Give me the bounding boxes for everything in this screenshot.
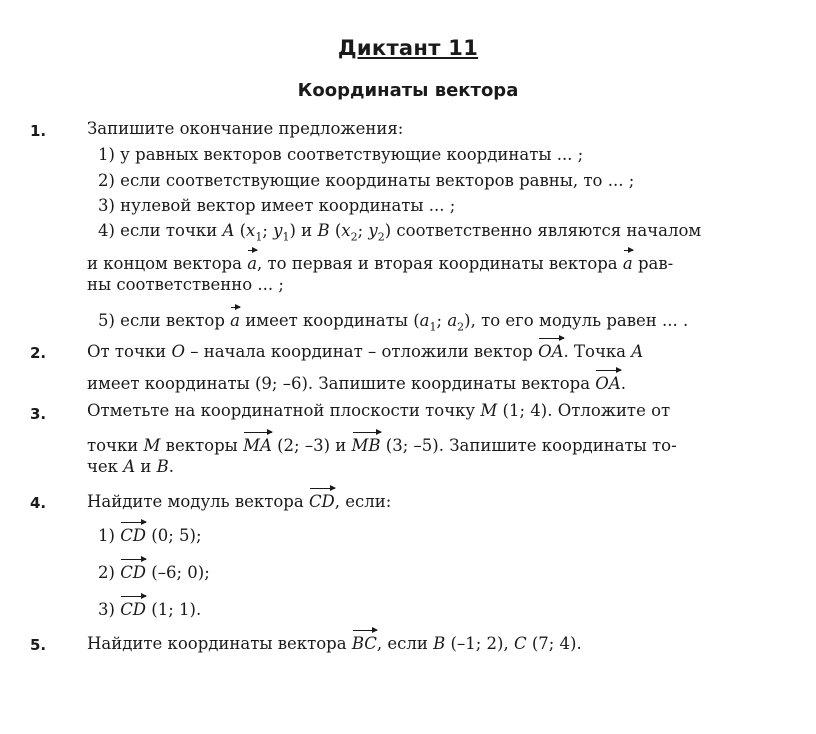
vector-oa: OA (538, 338, 563, 363)
task-1-item-3: 3) нулевой вектор имеет координаты ... ; (98, 196, 456, 215)
vector-a: a (623, 250, 633, 275)
vector-cd: CD (120, 596, 146, 621)
vector-a: a (230, 307, 240, 332)
task-1-item-4-line-3: ны соответственно ... ; (87, 275, 284, 294)
task-3-line-3: чек A и B. (87, 457, 175, 476)
task-1-item-4-line-1: 4) если точки A ($x_1$; $y_1$) и B ($x_2$; $y_2$) соответственно являются началом (98, 221, 702, 244)
task-5-line-1: Найдите координаты вектора BC, если B (–1; 2), C (7; 4). (87, 630, 582, 655)
vector-cd: CD (309, 488, 335, 513)
task-2-line-2: имеет координаты (9; –6). Запишите координаты вектора OA. (87, 370, 626, 395)
task-1-item-4-line-2: и концом вектора a, то первая и вторая координаты вектора a рав- (87, 250, 673, 275)
task-4-number: 4. (30, 494, 47, 512)
vector-bc: BC (352, 630, 377, 655)
task-1-number: 1. (30, 122, 47, 140)
task-2-number: 2. (30, 344, 47, 362)
task-1-item-1: 1) у равных векторов соответствующие координаты ... ; (98, 145, 584, 164)
task-4-item-2: 2) CD (–6; 0); (98, 559, 210, 584)
vector-mb: MB (352, 432, 381, 457)
task-1-intro: Запишите окончание предложения: (87, 119, 404, 138)
task-3-number: 3. (30, 405, 47, 423)
task-4-line-1: Найдите модуль вектора CD, если: (87, 488, 391, 513)
task-5-number: 5. (30, 636, 47, 654)
task-4-item-1: 1) CD (0; 5); (98, 522, 202, 547)
task-3-line-1: Отметьте на координатной плоскости точку M (1; 4). Отложите от (87, 401, 671, 420)
vector-cd: CD (120, 559, 146, 584)
vector-a: a (247, 250, 257, 275)
vector-oa: OA (595, 370, 620, 395)
task-3-line-2: точки M векторы MA (2; –3) и MB (3; –5). Запишите координаты то- (87, 432, 677, 457)
task-1-item-5: 5) если вектор a имеет координаты ($a_1$; $a_2$), то его модуль равен ... . (98, 307, 688, 338)
task-1-item-2: 2) если соответствующие координаты векторов равны, то ... ; (98, 171, 635, 190)
page-subtitle: Координаты вектора (297, 80, 519, 101)
vector-ma: MA (243, 432, 272, 457)
task-4-item-3: 3) CD (1; 1). (98, 596, 201, 621)
vector-cd: CD (120, 522, 146, 547)
task-2-line-1: От точки O – начала координат – отложили вектор OA. Точка A (87, 338, 643, 363)
page-title: Диктант 11 (337, 36, 479, 60)
